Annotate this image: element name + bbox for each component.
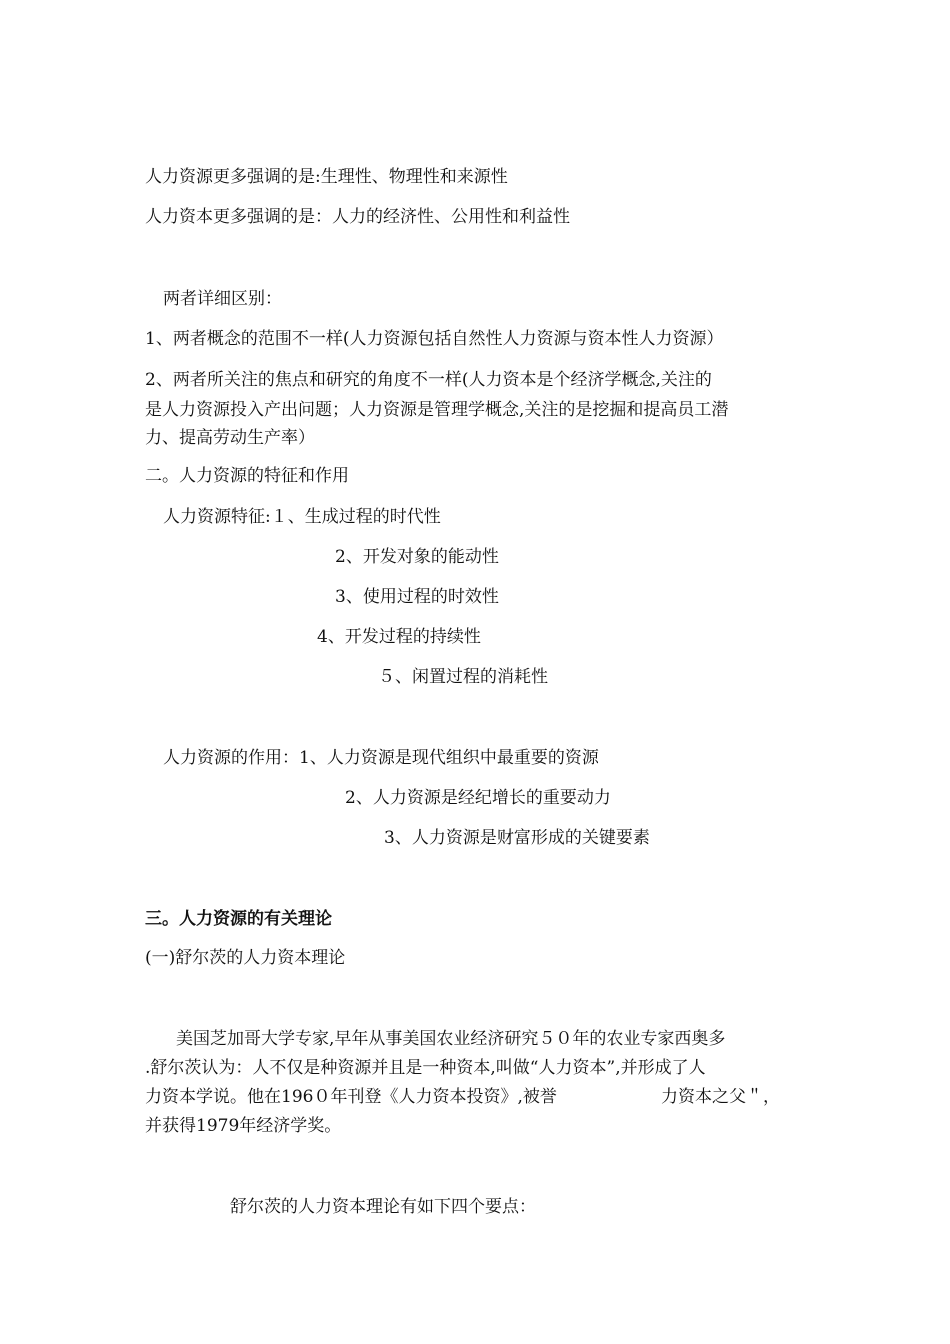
schultz-paragraph-line-4: 并获得1979年经济学奖。 (145, 1116, 342, 1136)
capital-emphasis-line: 人力资本更多强调的是：人力的经济性、公用性和利益性 (145, 207, 570, 227)
section-3-heading: 三。人力资源的有关理论 (145, 909, 332, 929)
role-item-3: 3、人力资源是财富形成的关键要素 (384, 828, 650, 848)
difference-item-2-line-3: 力、提高劳动生产率） (145, 428, 315, 448)
section-2-heading: 二。人力资源的特征和作用 (145, 466, 349, 486)
role-item-1: 人力资源的作用：1、人力资源是现代组织中最重要的资源 (163, 748, 599, 768)
schultz-paragraph-line-3a: 力资本学说。他在196０年刊登《人力资本投资》,被誉 (145, 1087, 557, 1107)
schultz-points-intro: 舒尔茨的人力资本理论有如下四个要点： (230, 1197, 536, 1217)
schultz-paragraph-line-1: 美国芝加哥大学专家,早年从事美国农业经济研究５０年的农业专家西奥多 (176, 1029, 726, 1049)
schultz-subheading: (一)舒尔茨的人力资本理论 (145, 948, 346, 968)
feature-item-2: 2、开发对象的能动性 (335, 547, 499, 567)
feature-item-4: 4、开发过程的持续性 (317, 627, 481, 647)
schultz-paragraph-line-2: .舒尔茨认为：人不仅是种资源并且是一种资本,叫做“人力资本”,并形成了人 (145, 1058, 706, 1078)
difference-item-2-line-2: 是人力资源投入产出问题；人力资源是管理学概念,关注的是挖掘和提高员工潜 (145, 400, 729, 420)
difference-item-1: 1、两者概念的范围不一样(人力资源包括自然性人力资源与资本性人力资源） (145, 329, 724, 349)
feature-item-5: ５、闲置过程的消耗性 (378, 667, 548, 687)
role-item-2: 2、人力资源是经纪增长的重要动力 (345, 788, 611, 808)
schultz-paragraph-line-3b: 力资本之父＂， (661, 1087, 780, 1107)
feature-item-3: 3、使用过程的时效性 (335, 587, 499, 607)
difference-item-2-line-1: 2、两者所关注的焦点和研究的角度不一样(人力资本是个经济学概念,关注的 (145, 370, 712, 390)
differences-heading: 两者详细区别： (163, 289, 282, 309)
resource-emphasis-line: 人力资源更多强调的是:生理性、物理性和来源性 (145, 167, 508, 187)
feature-item-1: 人力资源特征:１、生成过程的时代性 (163, 507, 441, 527)
